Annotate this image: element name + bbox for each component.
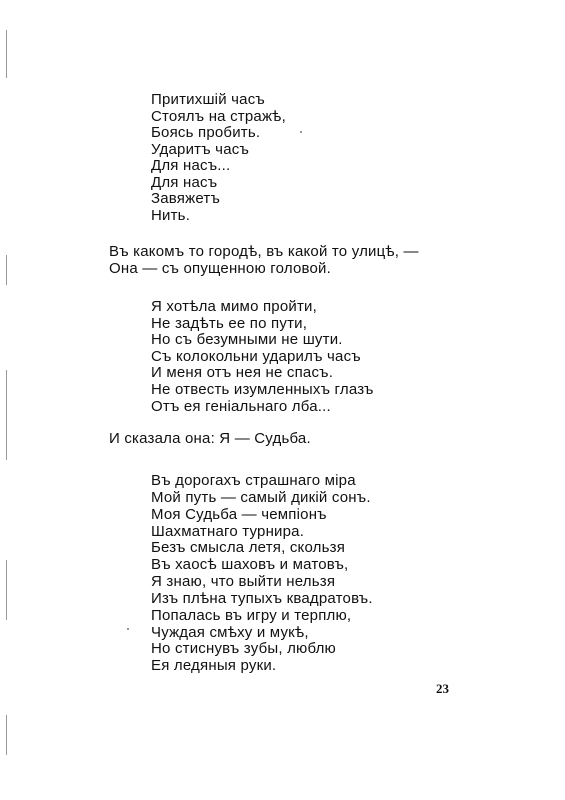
- stanza-1: [151, 92, 286, 224]
- paper-speck: [300, 131, 302, 133]
- stanza-2: [109, 244, 419, 277]
- poem-line: Она — съ опущенною головой.: [109, 259, 331, 277]
- poem-line: Мой путь — самый дикій сонъ.: [151, 488, 371, 506]
- poem-line: Притихшій часъ: [151, 91, 265, 108]
- stanza-3: [151, 299, 374, 415]
- poem-line: И сказала она: Я — Судьба.: [109, 430, 311, 447]
- poem-line: Но стиснувъ зубы, люблю: [151, 640, 336, 658]
- poem-line: Въ дорогахъ страшнаго міра: [151, 472, 356, 489]
- left-edge-mark: [6, 715, 7, 755]
- poem-line: Завяжетъ: [151, 190, 221, 207]
- poem-line: Шахматнаго турнира.: [151, 522, 305, 540]
- poem-line: Для насъ...: [151, 157, 231, 174]
- poem-line: Я знаю, что выйти нельзя: [151, 573, 336, 591]
- poem-line: Не задѣть ее по пути,: [151, 314, 308, 332]
- stanza-4: [109, 431, 311, 448]
- page-number: 23: [436, 681, 449, 696]
- left-edge-mark: [6, 255, 7, 285]
- poem-line: И меня отъ нея не спасъ.: [151, 364, 334, 382]
- poem-line: Попалась въ игру и терплю,: [151, 606, 352, 624]
- left-edge-mark: [6, 560, 7, 620]
- poem-line: Чуждая смѣху и мукѣ,: [151, 623, 309, 641]
- poem-line: Отъ ея геніальнаго лба...: [151, 397, 331, 415]
- paper-speck: [127, 628, 129, 630]
- poem-line: Боясь пробить.: [151, 124, 261, 141]
- poem-line: Я хотѣла мимо пройти,: [151, 298, 317, 315]
- poem-line: Безъ смысла летя, скользя: [151, 539, 346, 557]
- left-edge-mark: [6, 30, 7, 78]
- poem-line: Но съ безумными не шути.: [151, 331, 343, 349]
- poem-line: Ударитъ часъ: [151, 140, 250, 158]
- poem-line: Въ какомъ то городѣ, въ какой то улицѣ, —: [109, 243, 419, 260]
- poem-line: Стоялъ на стражѣ,: [151, 107, 286, 125]
- poem-line: Моя Судьба — чемпіонъ: [151, 505, 327, 523]
- poem-line: Изъ плѣна тупыхъ квадратовъ.: [151, 589, 373, 607]
- poem-line: Ея ледяныя руки.: [151, 657, 277, 675]
- poem-line: Не отвесть изумленныхъ глазъ: [151, 380, 374, 398]
- stanza-5: [151, 473, 373, 675]
- poem-line: Для насъ: [151, 173, 218, 191]
- left-edge-mark: [6, 370, 7, 460]
- poem-line: Нить.: [151, 206, 191, 224]
- poem-line: Съ колокольни ударилъ часъ: [151, 347, 361, 365]
- poem-line: Въ хаосѣ шаховъ и матовъ,: [151, 556, 349, 574]
